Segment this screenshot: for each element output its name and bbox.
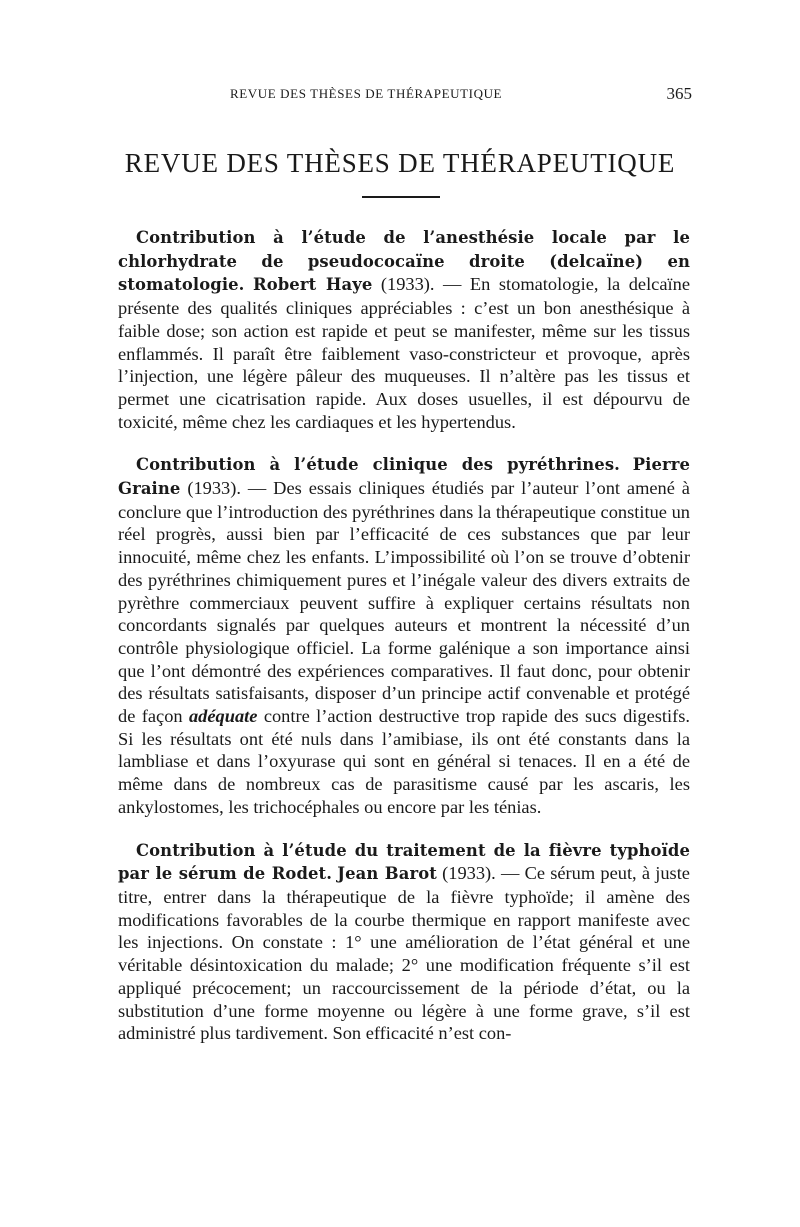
- title-divider: [362, 196, 440, 198]
- page-number: 365: [666, 84, 692, 103]
- thesis-entry-1: [118, 226, 690, 433]
- entry-emphasis: adéquate: [188, 706, 258, 727]
- entry-year: (1933).: [380, 274, 435, 295]
- entry-author: Jean Barot: [337, 864, 437, 884]
- entry-title: Contribution à l’étude de l’anesthésie locale par le chlorhydrate de pseudococaïne droite (delcaïne) en stomatologie.: [118, 228, 690, 295]
- entry-paragraph: [118, 453, 690, 818]
- entry-title: Contribution à l’étude du traitement de la fièvre typhoïde par le sérum de Rodet.: [118, 840, 690, 884]
- entry-author: Pierre Graine: [118, 455, 690, 499]
- entry-title: Contribution à l’étude clinique des pyréthrines.: [136, 455, 620, 475]
- entry-paragraph: [118, 839, 690, 1045]
- entry-paragraph: [118, 226, 690, 433]
- thesis-entry-2: [118, 453, 690, 818]
- section-title: REVUE DES THÈSES DE THÉRAPEUTIQUE: [124, 148, 676, 178]
- entry-year: (1933).: [187, 478, 241, 499]
- thesis-entry-3: [118, 839, 690, 1045]
- entry-author: Robert Haye: [252, 275, 373, 295]
- article-body: [118, 226, 690, 1045]
- running-head: [110, 86, 690, 110]
- entry-year: (1933).: [442, 863, 496, 884]
- running-head-title: REVUE DES THÈSES DE THÉRAPEUTIQUE: [230, 86, 503, 101]
- entry-text: — Ce sérum peut, à juste titre, entrer dans la thérapeutique de la fièvre typhoïde; il amène des modifications favorables de la courbe thermique en rapport manifeste avec les injections. On constate : 1° une amélioration de l’état général et une véritable désintoxication du malade; 2° une modification fréquente s’il est appliqué précocement; un raccourcissement de la période d’état, ou la substitution d’une forme moyenne ou légère à une forme grave, s’il est administré plus tardivement. Son efficacité n’est con-: [118, 863, 690, 1044]
- entry-text: — Des essais cliniques étudiés par l’auteur l’ont amené à conclure que l’introduction des pyréthrines dans la thérapeutique constitue un réel progrès, aussi bien par l’efficacité de ces substances que par leur innocuité, même chez les enfants. L’impossibilité où l’on se trouve d’obtenir des pyréthrines chimiquement pures et l’inégale valeur des divers extraits de pyrèthre commerciaux peuvent suffire à expliquer certains résultats non concordants signalés par quelques auteurs et montrent la nécessité d’un contrôle physiologique officiel. La forme galénique a son importance ainsi que l’ont démontré des expériences comparatives. Il faut donc, pour obtenir des résultats satisfaisants, disposer d’un principe actif convenable et protégé de façon: [118, 478, 690, 727]
- entry-text: — En stomatologie, la delcaïne présente des qualités cliniques appréciables : c’est un bon anesthésique à faible dose; son action est rapide et peut se manifester, même sur les tissus enflammés. Il paraît être faiblement vaso-constricteur et provoque, après l’injection, une légère pâleur des muqueuses. Il n’altère pas les tissus et permet une cicatrisation rapide. Aux doses usuelles, il est dépourvu de toxicité, même chez les cardiaques et les hypertendus.: [118, 274, 690, 432]
- entry-text-continued: contre l’action destructive trop rapide des sucs digestifs. Si les résultats ont été nuls dans l’amibiase, ils ont été constants dans la lambliase et dans l’oxyurase qui sont en général si tenaces. Il en a été de même dans de nombreux cas de parasitisme causé par les ascaris, les ankylostomes, les trichocéphales ou encore par les ténias.: [118, 706, 690, 817]
